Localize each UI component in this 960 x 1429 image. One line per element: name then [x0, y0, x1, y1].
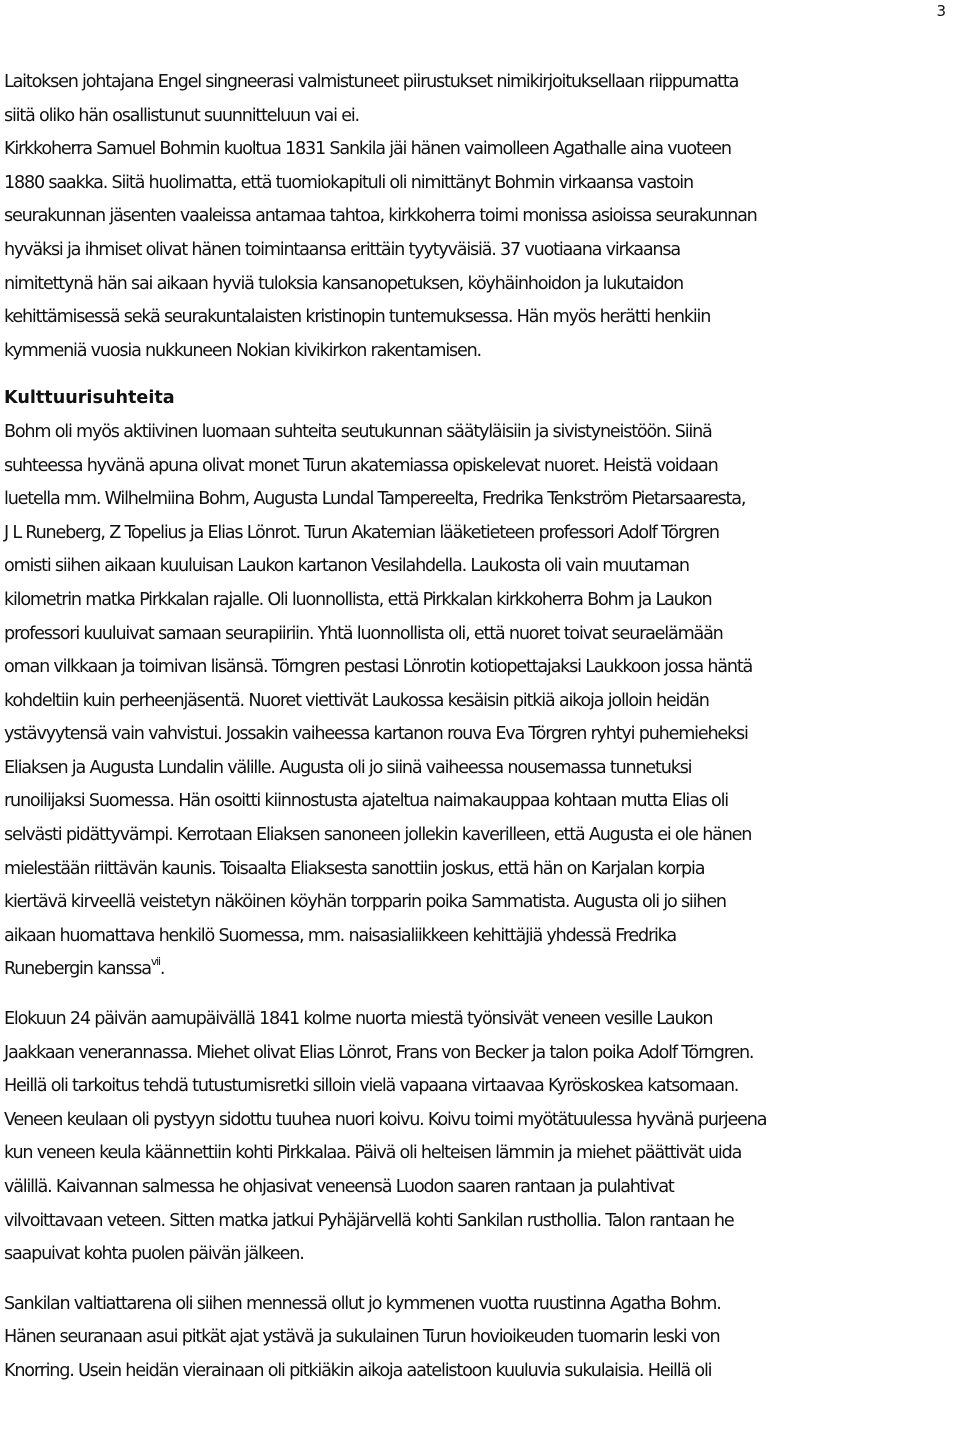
section-heading: Kulttuurisuhteita	[4, 388, 175, 409]
paragraph-boat-trip	[4, 1003, 956, 1272]
text-line: Laitoksen johtajana Engel singneerasi valmistuneet piirustukset nimikirjoituksellaan riippumatta	[4, 72, 739, 92]
text-line: mielestään riittävän kaunis. Toisaalta Eliaksesta sanottiin joskus, että hän on Karjalan korpia	[4, 858, 705, 879]
text-line: selvästi pidättyvämpi. Kerrotaan Eliaksen sanoneen jollekin kaverilleen, että Augusta ei ole hänen	[4, 825, 752, 846]
text-segment: Runebergin kanssa	[4, 959, 151, 980]
text-line: professori kuuluivat samaan seurapiiriin. Yhtä luonnollista oli, että nuoret toivat seuraelämään	[4, 623, 723, 644]
paragraph-cultural-relations	[4, 416, 956, 987]
text-line: Kirkkoherra Samuel Bohmin kuoltua 1831 Sankila jäi hänen vaimolleen Agathalle aina vuoteen	[4, 139, 731, 160]
text-line: saapuivat kohta puolen päivän jälkeen.	[4, 1244, 304, 1265]
paragraph-vicar-bohm	[4, 133, 956, 368]
text-line: ystävyytensä vain vahvistui. Jossakin vaiheessa kartanon rouva Eva Törgren ryhtyi puhemieheksi	[4, 724, 748, 745]
text-line: 1880 saakka. Siitä huolimatta, että tuomiokapituli oli nimittänyt Bohmin virkaansa vastoin	[4, 172, 693, 193]
text-line: kiertävä kirveellä veistetyn näköinen köyhän torpparin poika Sammatista. Augusta oli jo siihen	[4, 892, 726, 913]
text-line: Jaakkaan venerannassa. Miehet olivat Elias Lönrot, Frans von Becker ja talon poika Adolf Törngren.	[4, 1042, 754, 1063]
text-line: seurakunnan jäsenten vaaleissa antamaa tahtoa, kirkkoherra toimi monissa asioissa seurakunnan	[4, 206, 757, 227]
text-line: kymmeniä vuosia nukkuneen Nokian kivikirkon rakentamisen.	[4, 340, 481, 361]
text-line: omisti siihen aikaan kuuluisan Laukon kartanon Vesilahdella. Laukosta oli vain muutaman	[4, 556, 689, 577]
text-line: J L Runeberg, Z Topelius ja Elias Lönrot. Turun Akatemian lääketieteen professori Adolf Törgren	[4, 522, 719, 543]
text-line: Sankilan valtiattarena oli siihen mennessä ollut jo kymmenen vuotta ruustinna Agatha Bohm.	[4, 1293, 721, 1314]
text-line: Knorring. Usein heidän vierainaan oli pitkiäkin aikoja aatelistoon kuuluvia sukulaisia. Heillä oli	[4, 1360, 712, 1381]
text-line: Hänen seuranaan asui pitkät ajat ystävä ja sukulainen Turun hovioikeuden tuomarin leski von	[4, 1327, 720, 1348]
text-line: hyväksi ja ihmiset olivat hänen toimintaansa erittäin tyytyväisiä. 37 vuotiaana virkaansa	[4, 239, 680, 260]
footnote-reference[interactable]: vii	[150, 955, 160, 969]
page-number: 3	[936, 2, 946, 20]
text-line: vilvoittavaan veteen. Sitten matka jatkui Pyhäjärvellä kohti Sankilan rusthollia. Talon rantaan he	[4, 1210, 734, 1231]
text-line: kehittämisessä sekä seurakuntalaisten kristinopin tuntemuksessa. Hän myös herätti henkiin	[4, 307, 711, 328]
text-line: kilometrin matka Pirkkalan rajalle. Oli luonnollista, että Pirkkalan kirkkoherra Bohm ja Laukon	[4, 589, 712, 610]
text-line: nimitettynä hän sai aikaan hyviä tuloksia kansanopetuksen, köyhäinhoidon ja lukutaidon	[4, 273, 683, 294]
text-line: välillä. Kaivannan salmessa he ohjasivat veneensä Luodon saaren rantaan ja pulahtivat	[4, 1177, 674, 1197]
text-line: suhteessa hyvänä apuna olivat monet Turun akatemiassa opiskelevat nuoret. Heistä voidaan	[4, 455, 718, 476]
text-line: oman vilkkaan ja toimivan lisänsä. Törngren pestasi Lönrotin kotiopettajaksi Laukkoon jossa häntä	[4, 657, 753, 678]
document-body	[4, 66, 956, 1389]
paragraph-sankila-mistress	[4, 1288, 956, 1389]
text-segment: .	[159, 959, 165, 980]
text-line: Bohm oli myös aktiivinen luomaan suhteita seutukunnan säätyläisiin ja sivistyneistöön. Siinä	[4, 421, 712, 442]
text-line: Elokuun 24 päivän aamupäivällä 1841 kolme nuorta miestä työnsivät veneen vesille Laukon	[4, 1009, 713, 1030]
text-line: kun veneen keula käännettiin kohti Pirkkalaa. Päivä oli helteisen lämmin ja miehet päättivät uida	[4, 1143, 742, 1164]
text-line: Heillä oli tarkoitus tehdä tutustumisretki silloin vielä vapaana virtaavaa Kyröskoskea katsomaan.	[4, 1076, 739, 1097]
text-line: aikaan huomattava henkilö Suomessa, mm. naisasialiikkeen kehittäjiä yhdessä Fredrika	[4, 925, 676, 946]
text-line: Eliaksen ja Augusta Lundalin välille. Augusta oli jo siinä vaiheessa nousemassa tunnetuksi	[4, 757, 692, 778]
text-line: luetella mm. Wilhelmiina Bohm, Augusta Lundal Tampereelta, Fredrika Tenkström Pietarsaaresta,	[4, 489, 746, 510]
text-line	[4, 953, 956, 987]
text-line: Veneen keulaan oli pystyyn sidottu tuuhea nuori koivu. Koivu toimi myötätuulessa hyvänä purjeena	[4, 1109, 767, 1130]
text-line: kohdeltiin kuin perheenjäsentä. Nuoret viettivät Laukossa kesäisin pitkiä aikoja jolloin heidän	[4, 690, 709, 711]
paragraph-institute	[4, 66, 956, 133]
text-line: runoilijaksi Suomessa. Hän osoitti kiinnostusta ajateltua naimakauppaa kohtaan mutta Elias oli	[4, 791, 728, 812]
text-line: siitä oliko hän osallistunut suunnitteluun vai ei.	[4, 105, 359, 126]
